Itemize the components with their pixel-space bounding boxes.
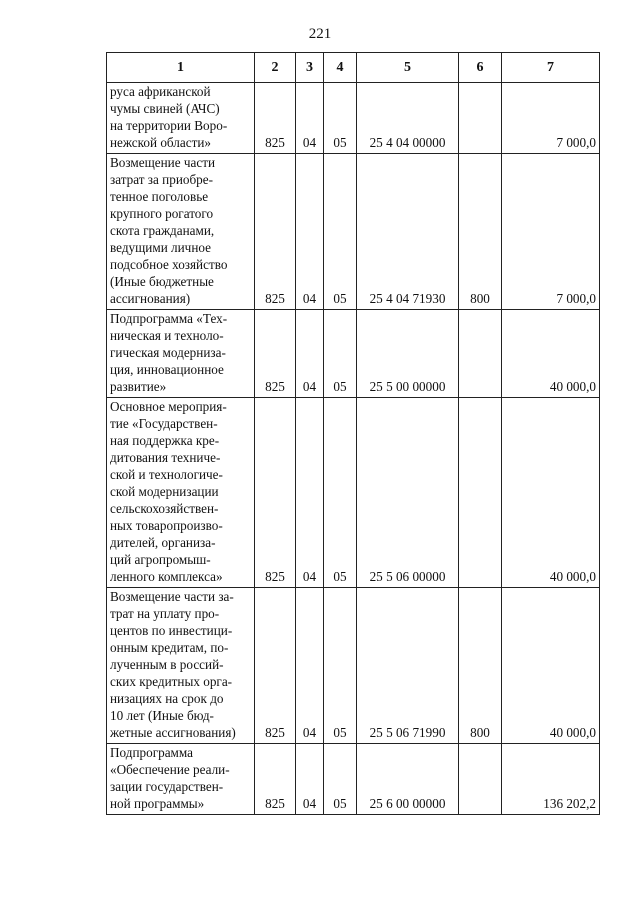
cell-section: 04	[296, 310, 324, 398]
description-line: ской модернизации	[110, 484, 219, 499]
budget-table	[106, 52, 600, 815]
description-line: ведущими личное	[110, 240, 211, 255]
cell-expense-type	[459, 398, 502, 588]
description-line: нежской области»	[110, 135, 211, 150]
description-line: ассигнования)	[110, 291, 191, 306]
description-line: Основное мероприя-	[110, 399, 227, 414]
description-line: Подпрограмма «Тех-	[110, 311, 228, 326]
cell-section: 04	[296, 154, 324, 310]
header-col-4: 4	[324, 53, 357, 83]
header-col-6: 6	[459, 53, 502, 83]
description-line: гическая модерниза-	[110, 345, 226, 360]
description-line: руса африканской	[110, 84, 211, 99]
cell-ministry: 825	[255, 398, 296, 588]
cell-section: 04	[296, 398, 324, 588]
table-row	[107, 588, 600, 744]
description-line: ная поддержка кре-	[110, 433, 220, 448]
cell-description	[107, 310, 255, 398]
description-line: ническая и техноло-	[110, 328, 224, 343]
description-line: крупного рогатого	[110, 206, 214, 221]
description-line: ской и технологиче-	[110, 467, 223, 482]
cell-subsection: 05	[324, 588, 357, 744]
table-row	[107, 398, 600, 588]
cell-section: 04	[296, 588, 324, 744]
cell-ministry: 825	[255, 744, 296, 815]
cell-target-article: 25 5 06 71990	[357, 588, 459, 744]
cell-subsection: 05	[324, 154, 357, 310]
cell-target-article: 25 4 04 00000	[357, 83, 459, 154]
cell-target-article: 25 5 00 00000	[357, 310, 459, 398]
description-line: ной программы»	[110, 796, 205, 811]
header-col-1: 1	[107, 53, 255, 83]
description-line: низациях на срок до	[110, 691, 224, 706]
description-line: ция, инновационное	[110, 362, 224, 377]
description-line: лученным в россий-	[110, 657, 224, 672]
header-col-7: 7	[502, 53, 600, 83]
cell-subsection: 05	[324, 83, 357, 154]
description-line: ских кредитных орга-	[110, 674, 233, 689]
cell-target-article: 25 6 00 00000	[357, 744, 459, 815]
header-col-3: 3	[296, 53, 324, 83]
description-line: тенное поголовье	[110, 189, 209, 204]
cell-description	[107, 588, 255, 744]
cell-expense-type	[459, 744, 502, 815]
cell-ministry: 825	[255, 154, 296, 310]
cell-target-article: 25 5 06 00000	[357, 398, 459, 588]
description-line: онным кредитам, по-	[110, 640, 229, 655]
cell-expense-type	[459, 310, 502, 398]
description-line: ных товаропроизво-	[110, 518, 223, 533]
cell-amount: 40 000,0	[502, 310, 600, 398]
header-col-2: 2	[255, 53, 296, 83]
description-line: Подпрограмма	[110, 745, 194, 760]
page-number: 221	[308, 26, 332, 42]
cell-expense-type: 800	[459, 588, 502, 744]
table-row	[107, 310, 600, 398]
description-line: 10 лет (Иные бюд-	[110, 708, 214, 723]
cell-subsection: 05	[324, 398, 357, 588]
description-line: на территории Воро-	[110, 118, 228, 133]
table-row	[107, 744, 600, 815]
cell-target-article: 25 4 04 71930	[357, 154, 459, 310]
description-line: Возмещение части	[110, 155, 216, 170]
description-line: Возмещение части за-	[110, 589, 234, 604]
description-line: тие «Государствен-	[110, 416, 218, 431]
description-line: ций агропромыш-	[110, 552, 211, 567]
cell-ministry: 825	[255, 83, 296, 154]
description-line: затрат за приобре-	[110, 172, 214, 187]
table-row	[107, 154, 600, 310]
cell-expense-type	[459, 83, 502, 154]
description-line: дитования техниче-	[110, 450, 221, 465]
cell-amount: 7 000,0	[502, 154, 600, 310]
description-line: жетные ассигнования)	[110, 725, 236, 740]
description-line: центов по инвестици-	[110, 623, 233, 638]
table-row	[107, 83, 600, 154]
cell-amount: 40 000,0	[502, 588, 600, 744]
cell-expense-type: 800	[459, 154, 502, 310]
cell-description	[107, 154, 255, 310]
cell-description	[107, 83, 255, 154]
header-row	[107, 53, 600, 83]
cell-amount: 40 000,0	[502, 398, 600, 588]
description-line: сельскохозяйствен-	[110, 501, 219, 516]
cell-description	[107, 398, 255, 588]
cell-subsection: 05	[324, 310, 357, 398]
description-line: подсобное хозяйство	[110, 257, 228, 272]
header-col-5: 5	[357, 53, 459, 83]
cell-ministry: 825	[255, 310, 296, 398]
description-line: развитие»	[110, 379, 167, 394]
description-line: ленного комплекса»	[110, 569, 223, 584]
description-line: дителей, организа-	[110, 535, 216, 550]
cell-subsection: 05	[324, 744, 357, 815]
description-line: скота гражданами,	[110, 223, 215, 238]
cell-ministry: 825	[255, 588, 296, 744]
description-line: зации государствен-	[110, 779, 224, 794]
description-line: «Обеспечение реали-	[110, 762, 230, 777]
cell-amount: 7 000,0	[502, 83, 600, 154]
description-line: (Иные бюджетные	[110, 274, 214, 289]
cell-section: 04	[296, 744, 324, 815]
cell-amount: 136 202,2	[502, 744, 600, 815]
cell-section: 04	[296, 83, 324, 154]
description-line: чумы свиней (АЧС)	[110, 101, 220, 116]
description-line: трат на уплату про-	[110, 606, 220, 621]
cell-description	[107, 744, 255, 815]
